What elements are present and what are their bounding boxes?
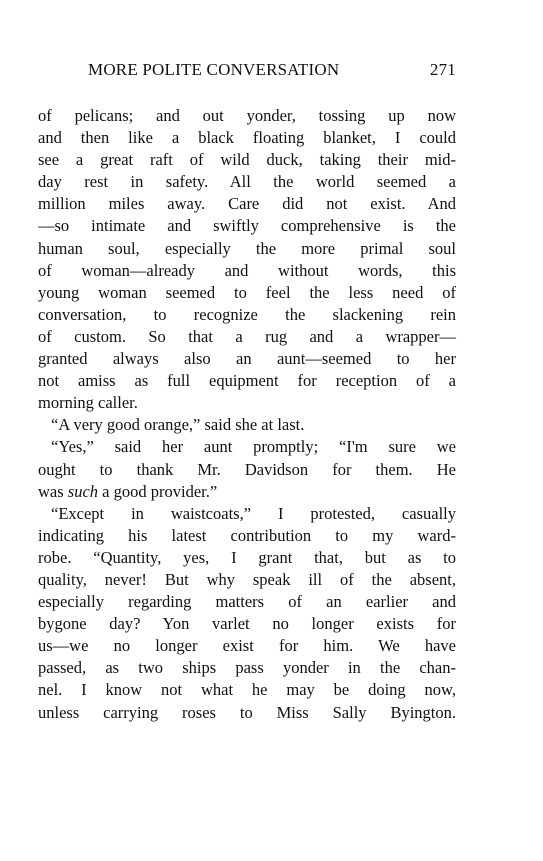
page-number: 271: [429, 60, 456, 79]
text-line: unless carrying roses to Miss Sally Byington.: [38, 702, 456, 722]
text-line: granted always also an aunt—seemed to her: [38, 349, 456, 369]
text-line: —so intimate and swiftly comprehensive is the: [38, 216, 456, 236]
text-line: not amiss as full equipment for reception of a: [38, 371, 456, 391]
text-line: of woman—already and without words, this: [38, 260, 456, 280]
text-line: bygone day? Yon varlet no longer exists for: [38, 614, 456, 634]
text-line: million miles away. Care did not exist. And: [38, 194, 456, 214]
text-line: quality, never! But why speak ill of the absent,: [38, 569, 456, 589]
paragraph-line: “A very good orange,” said she at last.: [51, 415, 305, 435]
paragraph-end-line: morning caller.: [38, 393, 138, 413]
text-line: day rest in safety. All the world seemed a: [38, 172, 456, 192]
text-line: us—we no longer exist for him. We have: [38, 636, 456, 656]
paragraph-first-line: “Except in waistcoats,” I protested, casually: [51, 503, 456, 523]
running-head-title: MORE POLITE CONVERSATION: [88, 60, 340, 79]
text-line: conversation, to recognize the slackening rein: [38, 304, 456, 324]
text-line: especially regarding matters of an earlier and: [38, 592, 456, 612]
text-segment: a good provider.”: [98, 481, 218, 501]
text-line: of pelicans; and out yonder, tossing up now: [38, 106, 456, 125]
text-line: ought to thank Mr. Davidson for them. He: [38, 459, 456, 479]
text-line: see a great raft of wild duck, taking their mid-: [38, 150, 456, 170]
paragraph-first-line: “Yes,” said her aunt promptly; “I'm sure we: [51, 437, 456, 457]
text-line: human soul, especially the more primal soul: [38, 238, 456, 258]
text-line: indicating his latest contribution to my ward-: [38, 525, 456, 545]
text-line: and then like a black floating blanket, I could: [38, 128, 456, 148]
text-line: nel. I know not what he may be doing now,: [38, 680, 456, 700]
text-line: of custom. So that a rug and a wrapper—: [38, 326, 456, 346]
text-line: young woman seemed to feel the less need of: [38, 282, 456, 302]
text-line: robe. “Quantity, yes, I grant that, but as to: [38, 547, 456, 567]
text-line: passed, as two ships pass yonder in the chan-: [38, 658, 456, 678]
emphasized-word: such: [67, 481, 99, 501]
text-segment: was: [38, 481, 68, 501]
body-text: [38, 105, 456, 724]
paragraph-end-line: [38, 481, 456, 503]
